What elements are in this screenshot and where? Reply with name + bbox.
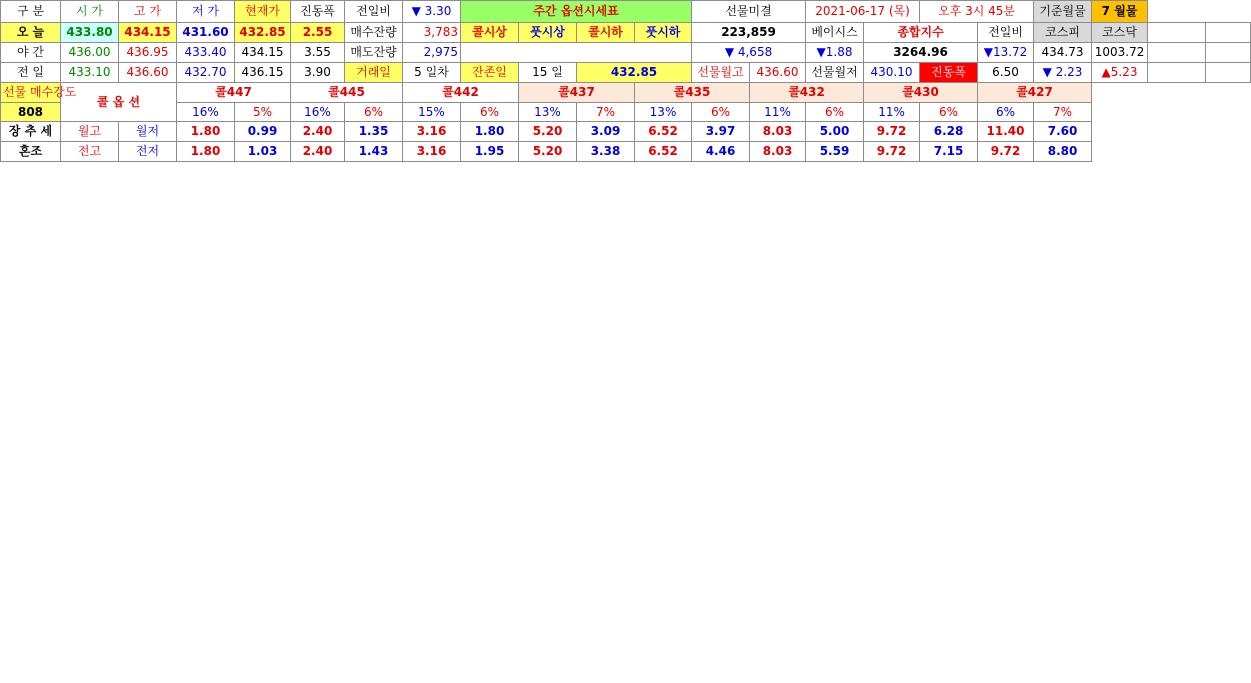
- sheet-row: [1, 103, 1251, 122]
- value: 1.80: [177, 142, 235, 162]
- base-month: 7 월물: [1092, 1, 1148, 23]
- label: 진동폭: [920, 63, 978, 83]
- strike-콜432: 콜432: [750, 83, 864, 103]
- label: 거래일: [345, 63, 403, 83]
- value: 5.00: [806, 122, 864, 142]
- sheet-row: [1, 122, 1251, 142]
- pct: 7%: [1034, 103, 1092, 122]
- value: 3,783: [403, 23, 461, 43]
- label: 선물월저: [806, 63, 864, 83]
- trend: 혼조: [1, 142, 61, 162]
- value: 2.40: [291, 142, 345, 162]
- empty: [1148, 23, 1206, 43]
- row-label: 전 일: [1, 63, 61, 83]
- value: 2.40: [291, 122, 345, 142]
- value: 3.38: [577, 142, 635, 162]
- value: 431.60: [177, 23, 235, 43]
- col-header: 기준월물: [1034, 1, 1092, 23]
- value: 9.72: [864, 122, 920, 142]
- value: 432.70: [177, 63, 235, 83]
- value: 436.00: [61, 43, 119, 63]
- page-title: 주간 옵션시세표: [461, 1, 692, 23]
- pct: 13%: [519, 103, 577, 122]
- value: ▲5.23: [1092, 63, 1148, 83]
- value: 6.28: [920, 122, 978, 142]
- label: 베이시스: [806, 23, 864, 43]
- pct: 6%: [461, 103, 519, 122]
- value: 1.35: [345, 122, 403, 142]
- value: 433.40: [177, 43, 235, 63]
- value: 3.97: [692, 122, 750, 142]
- value: 1.80: [177, 122, 235, 142]
- pct: 6%: [692, 103, 750, 122]
- sheet-row: [1, 43, 1251, 63]
- value: 1.43: [345, 142, 403, 162]
- value: 434.15: [119, 23, 177, 43]
- value: 5.59: [806, 142, 864, 162]
- sheet-row: [1, 142, 1251, 162]
- value: 7.60: [1034, 122, 1092, 142]
- value: 1.80: [461, 122, 519, 142]
- row-label: 야 간: [1, 43, 61, 63]
- empty: [1206, 23, 1251, 43]
- label: 전고: [61, 142, 119, 162]
- buy-strength: 808: [1, 103, 61, 122]
- value: 9.72: [978, 142, 1034, 162]
- value: 430.10: [864, 63, 920, 83]
- sheet-row: [1, 23, 1251, 43]
- label: 장 추 세: [1, 122, 61, 142]
- value: 1.95: [461, 142, 519, 162]
- value: 8.03: [750, 122, 806, 142]
- col-header: 고 가: [119, 1, 177, 23]
- date-label: 2021-06-17 (목): [806, 1, 920, 23]
- value: 434.73: [1034, 43, 1092, 63]
- value: 3.55: [291, 43, 345, 63]
- value: 0.99: [235, 122, 291, 142]
- label: 전일비: [978, 23, 1034, 43]
- value: 432.85: [235, 23, 291, 43]
- value: 5.20: [519, 142, 577, 162]
- value: 5.20: [519, 122, 577, 142]
- value: ▼1.88: [806, 43, 864, 63]
- value: 9.72: [864, 142, 920, 162]
- col-header: 현재가: [235, 1, 291, 23]
- strike-콜437: 콜437: [519, 83, 635, 103]
- label: 선물월고: [692, 63, 750, 83]
- col-header: 저 가: [177, 1, 235, 23]
- value: ▼13.72: [978, 43, 1034, 63]
- value: 3.09: [577, 122, 635, 142]
- value: 2,975: [403, 43, 461, 63]
- oi-change: ▼ 4,658: [692, 43, 806, 63]
- label: 풋시상: [519, 23, 577, 43]
- col-header: 시 가: [61, 1, 119, 23]
- col-header: 선물미결: [692, 1, 806, 23]
- label: 풋시하: [635, 23, 692, 43]
- quote-grid: [0, 0, 1251, 162]
- pct: 16%: [291, 103, 345, 122]
- value: 5 일차: [403, 63, 461, 83]
- pct: 6%: [978, 103, 1034, 122]
- pct: 6%: [345, 103, 403, 122]
- value: 436.15: [235, 63, 291, 83]
- label: 콜시상: [461, 23, 519, 43]
- value: 1003.72: [1092, 43, 1148, 63]
- kospi-index: 3264.96: [864, 43, 978, 63]
- label: 코스피: [1034, 23, 1092, 43]
- value: 436.60: [119, 63, 177, 83]
- label: 전저: [119, 142, 177, 162]
- strike-콜427: 콜427: [978, 83, 1092, 103]
- label: 종합지수: [864, 23, 978, 43]
- value: 6.52: [635, 142, 692, 162]
- label: 월저: [119, 122, 177, 142]
- value: 2.55: [291, 23, 345, 43]
- label: 콜시하: [577, 23, 635, 43]
- value: 11.40: [978, 122, 1034, 142]
- strike-콜445: 콜445: [291, 83, 403, 103]
- label: 잔존일: [461, 63, 519, 83]
- row-label: 오 늘: [1, 23, 61, 43]
- value: 433.80: [61, 23, 119, 43]
- pct: 16%: [177, 103, 235, 122]
- strike-콜435: 콜435: [635, 83, 750, 103]
- strike-콜447: 콜447: [177, 83, 291, 103]
- sheet-row: [1, 1, 1251, 23]
- pct: 13%: [635, 103, 692, 122]
- pct: 5%: [235, 103, 291, 122]
- value: 15 일: [519, 63, 577, 83]
- value: 8.03: [750, 142, 806, 162]
- empty: [1148, 43, 1206, 63]
- empty: [461, 43, 692, 63]
- value: 6.52: [635, 122, 692, 142]
- strike-콜430: 콜430: [864, 83, 978, 103]
- value: 3.16: [403, 142, 461, 162]
- value: 7.15: [920, 142, 978, 162]
- value: 436.60: [750, 63, 806, 83]
- pct: 15%: [403, 103, 461, 122]
- sheet-row: [1, 83, 1251, 103]
- call-title: 콜 옵 션: [61, 83, 177, 122]
- price: 432.85: [577, 63, 692, 83]
- empty: [1148, 63, 1206, 83]
- sheet-row: [1, 63, 1251, 83]
- label: 선물 매수강도: [1, 83, 61, 103]
- value: ▼ 2.23: [1034, 63, 1092, 83]
- value: 4.46: [692, 142, 750, 162]
- strike-콜442: 콜442: [403, 83, 519, 103]
- label: 코스닥: [1092, 23, 1148, 43]
- open-interest: 223,859: [692, 23, 806, 43]
- col-header: 진동폭: [291, 1, 345, 23]
- label: 매수잔량: [345, 23, 403, 43]
- time-label: 오후 3시 45분: [920, 1, 1034, 23]
- value: 434.15: [235, 43, 291, 63]
- col-header: 전일비: [345, 1, 403, 23]
- value: 436.95: [119, 43, 177, 63]
- pct: 11%: [864, 103, 920, 122]
- value: 8.80: [1034, 142, 1092, 162]
- value: 3.90: [291, 63, 345, 83]
- value: 3.16: [403, 122, 461, 142]
- value: 433.10: [61, 63, 119, 83]
- label: 월고: [61, 122, 119, 142]
- empty: [1206, 43, 1251, 63]
- prev-change: ▼ 3.30: [403, 1, 461, 23]
- label: 매도잔량: [345, 43, 403, 63]
- pct: 7%: [577, 103, 635, 122]
- pct: 11%: [750, 103, 806, 122]
- col-header: 구 분: [1, 1, 61, 23]
- value: 6.50: [978, 63, 1034, 83]
- pct: 6%: [806, 103, 864, 122]
- pct: 6%: [920, 103, 978, 122]
- empty: [1206, 63, 1251, 83]
- value: 1.03: [235, 142, 291, 162]
